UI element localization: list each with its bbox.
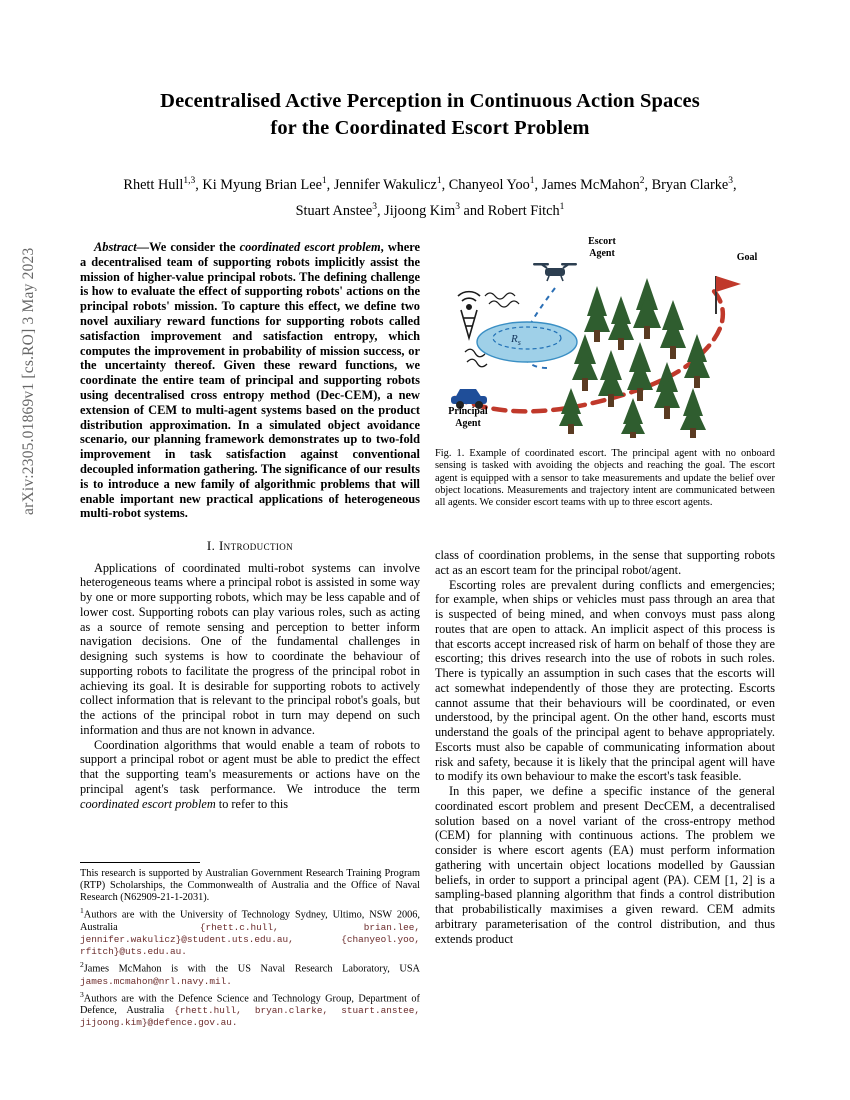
abstract-term: coordinated escort problem	[239, 240, 381, 254]
tree-icon	[684, 334, 710, 388]
author-sup-8: 3	[455, 201, 460, 212]
author-line-1	[80, 170, 780, 196]
footnote-marker-3: 3	[80, 989, 84, 999]
figure-label-escort-agent	[567, 236, 637, 259]
tree-icon	[584, 286, 610, 342]
figure-caption-label: Fig. 1.	[435, 448, 465, 459]
intro-p2-part-b: to refer to this	[215, 796, 289, 811]
escort-label-line2: Agent	[589, 247, 615, 259]
footnote-funding: This research is supported by Australian Government Research Training Program (RTP) Scholarships, the Commonwealth of Australia and the Office of Naval Research (N62909-21-1-2031).	[80, 868, 420, 904]
footnote-3-emails: {rhett.hull, bryan.clarke, stuart.anstee, jijoong.kim}@defence.gov.au.	[80, 1005, 420, 1029]
right-paragraph-0: class of coordination problems, in the sense that supporting robots act as an escort team for the principal robot/agent.	[435, 548, 775, 577]
intro-paragraph-2	[80, 738, 420, 812]
author-line-2	[80, 196, 780, 222]
figure-1-caption	[435, 448, 775, 509]
left-column	[80, 240, 420, 811]
footnote-affiliation-3	[80, 989, 420, 1030]
footnote-block	[80, 868, 420, 1030]
drone-icon	[533, 263, 577, 281]
footnote-divider	[80, 862, 200, 863]
title-line-1: Decentralised Active Perception in Continuous Action Spaces	[160, 90, 700, 112]
figure-label-sensor-radius: $R_s$	[511, 333, 521, 348]
tree-cluster	[559, 278, 710, 438]
intro-p2-part-a: Coordination algorithms that would enable a team of robots to support a principal robot or agent must be able to predict the effect that the supporting team's measurements or actions have on the principal agent's task performance. We introduce the term	[80, 737, 420, 796]
author-jennifer-wakulicz: , Jennifer Wakulicz	[326, 176, 437, 193]
author-sup-7: 3	[372, 201, 377, 212]
escort-label-line1: Escort	[588, 236, 616, 247]
author-sup-3: 1	[436, 176, 442, 186]
page-title	[80, 88, 780, 142]
intro-paragraph-1: Applications of coordinated multi-robot systems can involve heterogeneous teams where a principal robot is assisted in some way by one or more supporting robots, which may be less capable and of lower cost. Supporting robots can play various roles, such as acting as a source of remote sensing and perception to better inform navigation decisions. One of the fundamental challenges in designing such systems is how to coordinate the behaviour of supporting robots to facilitate the progress of the principal robot in achieving its goal. It is desirable for supporting robots to actively collect information that is relevant to the principal robot's goals, but the actions of the principal robot in turn may depend on such information and thus are not known in advance.	[80, 560, 420, 737]
section-heading-introduction: I. Introduction	[206, 538, 294, 554]
figure-caption-text: Example of coordinated escort. The principal agent with no onboard sensing is tasked with avoiding the objects and reaching the goal. The escort agent is equipped with a sensor to take measurements and update the belief over object locations. Measurements and trajectory intent are communicated between all agents. We consider escort teams with up to three escort agents.	[435, 448, 775, 509]
author-ki-myung-brian-lee: , Ki Myung Brian Lee	[195, 176, 322, 193]
footnote-3-text: Authors are with the Defence Science and Technology Group, Department of Defence, Australia	[80, 993, 420, 1017]
comms-tower-icon	[458, 292, 480, 338]
figure-1	[435, 238, 775, 438]
footnote-marker-1: 1	[80, 906, 84, 916]
figure-label-goal: Goal	[736, 252, 758, 263]
author-rhett-hull: Rhett Hull	[123, 176, 184, 193]
tree-icon	[608, 296, 634, 350]
right-paragraph-2: In this paper, we define a specific instance of the general coordinated escort problem and present DecCEM, a decentralised solution based on a novel variant of the cross-entropy method (CEM) for planning with continuous actions. The problem we consider is where escort agents (EA) must perform information gathering with uncertain object locations modelled by Gaussian beliefs, in order to support a principal agent (PA). CEM [1, 2] is a sampling-based planning algorithm that finds a control distribution that probabilistically maximises a given reward. CEM admits arbitrary parameterisation of the control distribution, and thus extends product	[435, 784, 775, 946]
right-column	[435, 548, 775, 946]
tree-icon	[660, 300, 686, 359]
footnote-1-emails: {rhett.c.hull, brian.lee, jennifer.wakulicz}@student.uts.edu.au, {chanyeol.yoo, rfitch}@uts.edu.au.	[80, 921, 420, 957]
author-list	[80, 170, 780, 222]
tree-icon	[633, 278, 661, 339]
tree-icon	[559, 388, 583, 434]
author-jijoong-kim: , Jijoong Kim	[376, 202, 456, 219]
author-sup-5: 2	[639, 176, 645, 186]
belief-ellipse	[477, 322, 577, 362]
author-sup-9: 1	[559, 201, 565, 212]
author-robert-fitch: and Robert Fitch	[459, 202, 560, 219]
abstract-lead: Abstract—	[94, 240, 150, 254]
abstract	[80, 240, 420, 521]
footnote-2-text: James McMahon is with the US Naval Research Laboratory, USA	[83, 963, 420, 975]
abstract-text-1: We consider the	[149, 240, 240, 254]
author-line1-comma: ,	[733, 176, 737, 193]
abstract-text-2: , where a decentralised team of supporting robots implicitly assist the mission of higher-value principal robots. The defining challenge is how to evaluate the effect of supporting robots' actions on the principal robots' mission. To capture this effect, we define two novel auxiliary reward functions for supporting robots called satisfaction improvement and satisfaction entropy, which computes the improvement in probability of mission success, or the uncertainty thereof. Given these reward functions, we coordinate the entire team of principal and supporting robots using decentralised cross entropy method (Dec-CEM), a new extension of CEM to multi-agent systems based on the product distribution approximation. In a simulated object avoidance scenario, our planning framework demonstrates up to two-fold improvement in task satisfaction against conventional decoupled information gathering. The significance of our results is to introduce a new family of algorithmic problems that will enable important new practical applications of heterogeneous multi-robot systems.	[80, 240, 420, 521]
author-james-mcmahon: , James McMahon	[534, 176, 640, 193]
author-sup-4: 1	[529, 176, 535, 186]
principal-label-line1: Principal	[448, 406, 488, 417]
author-sup-6: 3	[728, 176, 734, 186]
footnote-marker-2: 2	[80, 960, 84, 970]
footnote-affiliation-1	[80, 905, 420, 958]
figure-label-principal-agent	[429, 406, 507, 429]
arxiv-stamp: arXiv:2305.01869v1 [cs.RO] 3 May 2023	[20, 247, 37, 515]
footnote-1-text: Authors are with the University of Technology Sydney, Ultimo, NSW 2006, Australia	[80, 909, 420, 933]
tree-icon	[598, 350, 624, 407]
tree-icon	[621, 398, 645, 438]
goal-flag-icon	[716, 276, 741, 314]
title-line-2: for the Coordinated Escort Problem	[270, 117, 590, 139]
right-paragraph-1: Escorting roles are prevalent during conflicts and emergencies; for example, when ships or vehicles must pass through an area that is suspected of being mined, and when convoys must pass along routes that are open to attack. An implicit aspect of this process is that escorts accept increased risk of harm on behalf of those they are escorting; this drives research into the use of robots in such roles. There is typically an assumption in such cases that the escorts will act somewhat independently of those they are protecting. Escorts cannot assume that their behaviours will be coordinated, or even understood, by the principal agent. On the other hand, escorts must understand the goals of the principal agent to behave appropriately. Escorts must also be capable of communicating information about risk and safety, because it is likely that the principal agent will have to modify its own behaviour to make the escort's task feasible.	[435, 577, 775, 784]
author-chanyeol-yoo: , Chanyeol Yoo	[441, 176, 530, 193]
tree-icon	[680, 388, 706, 438]
footnote-2-emails: james.mcmahon@nrl.navy.mil.	[80, 975, 232, 987]
author-sup-2: 1	[321, 176, 327, 186]
intro-p2-term: coordinated escort problem	[80, 796, 216, 811]
footnote-affiliation-2	[80, 959, 420, 988]
author-stuart-anstee: Stuart Anstee	[295, 202, 373, 219]
author-sup-1: 1,3	[183, 176, 196, 186]
principal-label-line2: Agent	[455, 417, 481, 429]
author-bryan-clarke: , Bryan Clarke	[644, 176, 729, 193]
